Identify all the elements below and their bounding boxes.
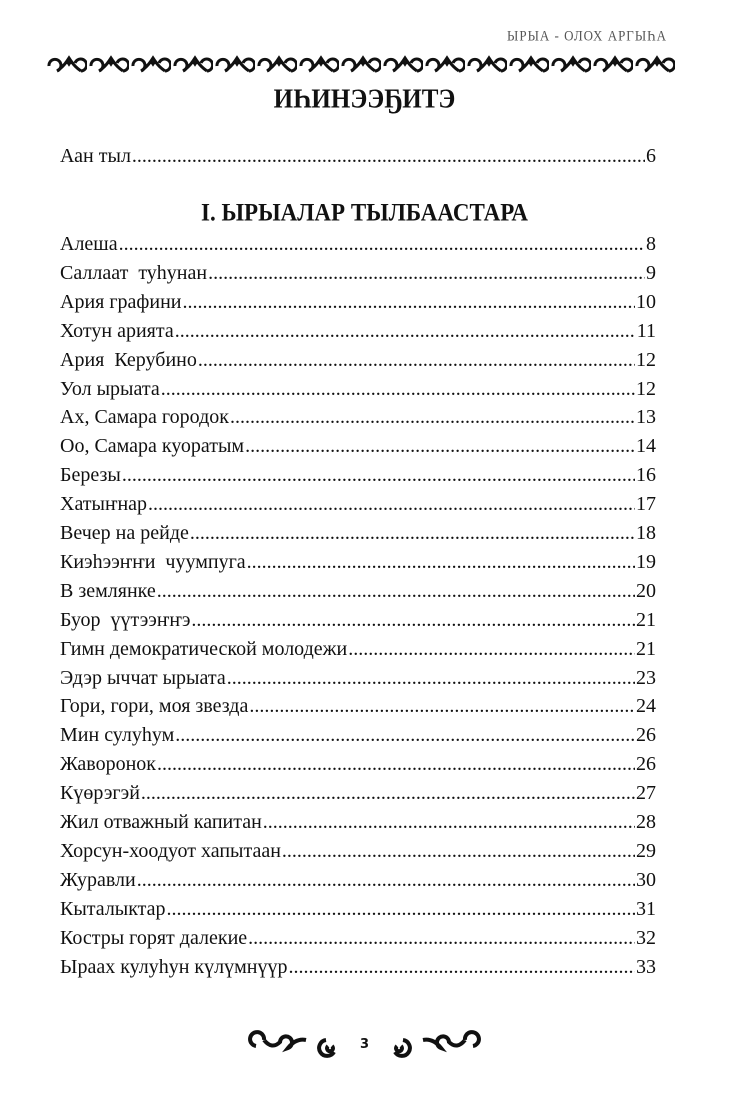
toc-entry[interactable] (60, 664, 656, 692)
dot-leader (289, 953, 636, 981)
toc-entry-page: 21 (636, 608, 656, 631)
dot-leader (248, 924, 635, 952)
toc-entry-page: 33 (636, 955, 656, 978)
toc-entry-intro[interactable] (60, 142, 656, 170)
toc-entry[interactable] (60, 548, 656, 576)
toc-entry[interactable] (60, 519, 656, 547)
dot-leader (157, 577, 635, 605)
toc-entry-label: Березы (60, 464, 121, 487)
toc-entry[interactable] (60, 953, 656, 981)
toc-entry[interactable] (60, 635, 656, 663)
toc-entry-page: 23 (636, 666, 656, 689)
toc-entry[interactable] (60, 924, 656, 952)
toc-entry-label: Жаворонок (60, 753, 157, 776)
dot-leader (208, 259, 645, 287)
toc-entry[interactable] (60, 808, 656, 836)
toc-entry-label: Вечер на рейде (60, 522, 189, 544)
dot-leader (198, 346, 635, 374)
ornament-border (45, 54, 675, 76)
toc-entry-page: 30 (636, 868, 656, 891)
toc-entry-label: Эдэр ыччат ырыата (60, 666, 226, 689)
toc-entry[interactable] (60, 490, 656, 518)
toc-entry-page: 27 (636, 782, 656, 805)
toc-entry-page: 16 (636, 464, 656, 487)
dot-leader (141, 779, 635, 807)
toc-entry-page: 21 (636, 637, 656, 660)
toc-entry[interactable] (60, 750, 656, 778)
toc-entry-label: В землянке (60, 579, 156, 602)
dot-leader (247, 548, 635, 576)
toc-entry-page: 26 (636, 753, 656, 776)
toc-entry-page: 18 (636, 522, 656, 544)
dot-leader (161, 375, 635, 403)
toc-entry-page: 13 (636, 406, 656, 429)
toc-entry-label: Журавли (60, 868, 136, 891)
toc-entry-page: 31 (636, 897, 656, 920)
toc-entry[interactable] (60, 866, 656, 894)
dot-leader (183, 288, 636, 316)
toc-entry-page: 19 (636, 550, 656, 573)
toc-entry-page: 12 (636, 348, 656, 371)
page-footer (0, 1030, 729, 1058)
dot-leader (263, 808, 635, 836)
toc-entry-page: 17 (636, 493, 656, 516)
dot-leader (175, 721, 635, 749)
ornament-left-icon (242, 1030, 342, 1058)
toc-entry-page: 9 (646, 261, 656, 284)
toc-entry-page: 12 (636, 377, 656, 400)
dot-leader (137, 866, 635, 894)
dot-leader (230, 403, 635, 431)
dot-leader (245, 432, 635, 460)
dot-leader (167, 895, 635, 923)
toc-entry[interactable] (60, 721, 656, 749)
toc-entry-label: Киэһээҥҥи чуумпуга (60, 550, 246, 573)
dot-leader (119, 230, 645, 258)
toc-entry-page: 6 (646, 145, 656, 167)
toc-entry[interactable] (60, 375, 656, 403)
toc-entry-label: Буор үүтээҥҥэ (60, 608, 191, 631)
toc-entry-label: Аан тыл (60, 145, 131, 167)
toc-entry-label: Оо, Самара куоратым (60, 435, 245, 458)
toc-entry[interactable] (60, 692, 656, 720)
toc-entry-page: 26 (636, 724, 656, 747)
toc-entry-page: 29 (636, 839, 656, 862)
toc-entry[interactable] (60, 606, 656, 634)
toc-entry-label: Мин сулуһум (60, 724, 175, 747)
dot-leader (157, 750, 635, 778)
dot-leader (249, 692, 635, 720)
toc-entry-label: Саллаат туһунан (60, 261, 208, 284)
dot-leader (175, 317, 636, 345)
toc-entry-label: Уол ырыата (60, 377, 160, 400)
toc-entry[interactable] (60, 403, 656, 431)
toc-entry-page: 24 (636, 695, 656, 718)
page-title: ИҺИНЭЭҔИТЭ (273, 84, 456, 115)
toc-entry-label: Хатыҥнар (60, 493, 148, 516)
toc-entry[interactable] (60, 230, 656, 258)
toc-entry-label: Ария графини (60, 290, 182, 313)
toc-entry-label: Жил отважный капитан (60, 811, 262, 833)
toc-entry-page: 20 (636, 579, 656, 602)
toc-entry-page: 11 (636, 319, 656, 342)
dot-leader (227, 664, 635, 692)
running-header: ЫРЫА - ОЛОХ АРГЫҺА (507, 26, 667, 45)
toc-entry-label: Ария Керубино (60, 348, 197, 371)
toc-entry[interactable] (60, 317, 656, 345)
toc-entry-label: Гори, гори, моя звезда (60, 695, 249, 718)
toc-entry-label: Алеша (60, 233, 118, 255)
dot-leader (148, 490, 635, 518)
toc-entry-label: Хорсун-хоодуот хапытаан (60, 839, 281, 862)
toc-entry[interactable] (60, 288, 656, 316)
toc-entry[interactable] (60, 837, 656, 865)
toc-entry-label: Кыталыктар (60, 897, 166, 920)
toc-entry[interactable] (60, 779, 656, 807)
toc-entry-label: Хотун арията (60, 319, 174, 342)
page-number: 3 (359, 1036, 370, 1052)
dot-leader (191, 606, 635, 634)
toc-entry[interactable] (60, 461, 656, 489)
toc-entry-page: 10 (636, 290, 656, 313)
toc-entry-page: 8 (646, 233, 656, 255)
ornament-right-icon (387, 1030, 487, 1058)
toc-entry-page: 28 (636, 811, 656, 833)
toc-entry-label: Ыраах кулуһун күлүмнүүр (60, 955, 288, 978)
dot-leader (190, 519, 635, 547)
toc-entry[interactable] (60, 259, 656, 287)
toc-entry-label: Гимн демократической молодежи (60, 637, 348, 660)
toc-entry[interactable] (60, 432, 656, 460)
section-title: I. ЫРЫАЛАР ТЫЛБААСТАРА (201, 198, 528, 227)
toc-entry[interactable] (60, 346, 656, 374)
dot-leader (348, 635, 635, 663)
toc-entry-label: Ах, Самара городок (60, 406, 229, 429)
dot-leader (282, 837, 635, 865)
toc-entry-page: 14 (636, 435, 656, 458)
toc-entry-label: Костры горят далекие (60, 926, 248, 949)
toc-entry[interactable] (60, 895, 656, 923)
toc-entry-label: Күөрэгэй (60, 782, 140, 805)
dot-leader (122, 461, 635, 489)
dot-leader (132, 142, 645, 170)
toc-entry[interactable] (60, 577, 656, 605)
toc-entry-page: 32 (636, 926, 656, 949)
